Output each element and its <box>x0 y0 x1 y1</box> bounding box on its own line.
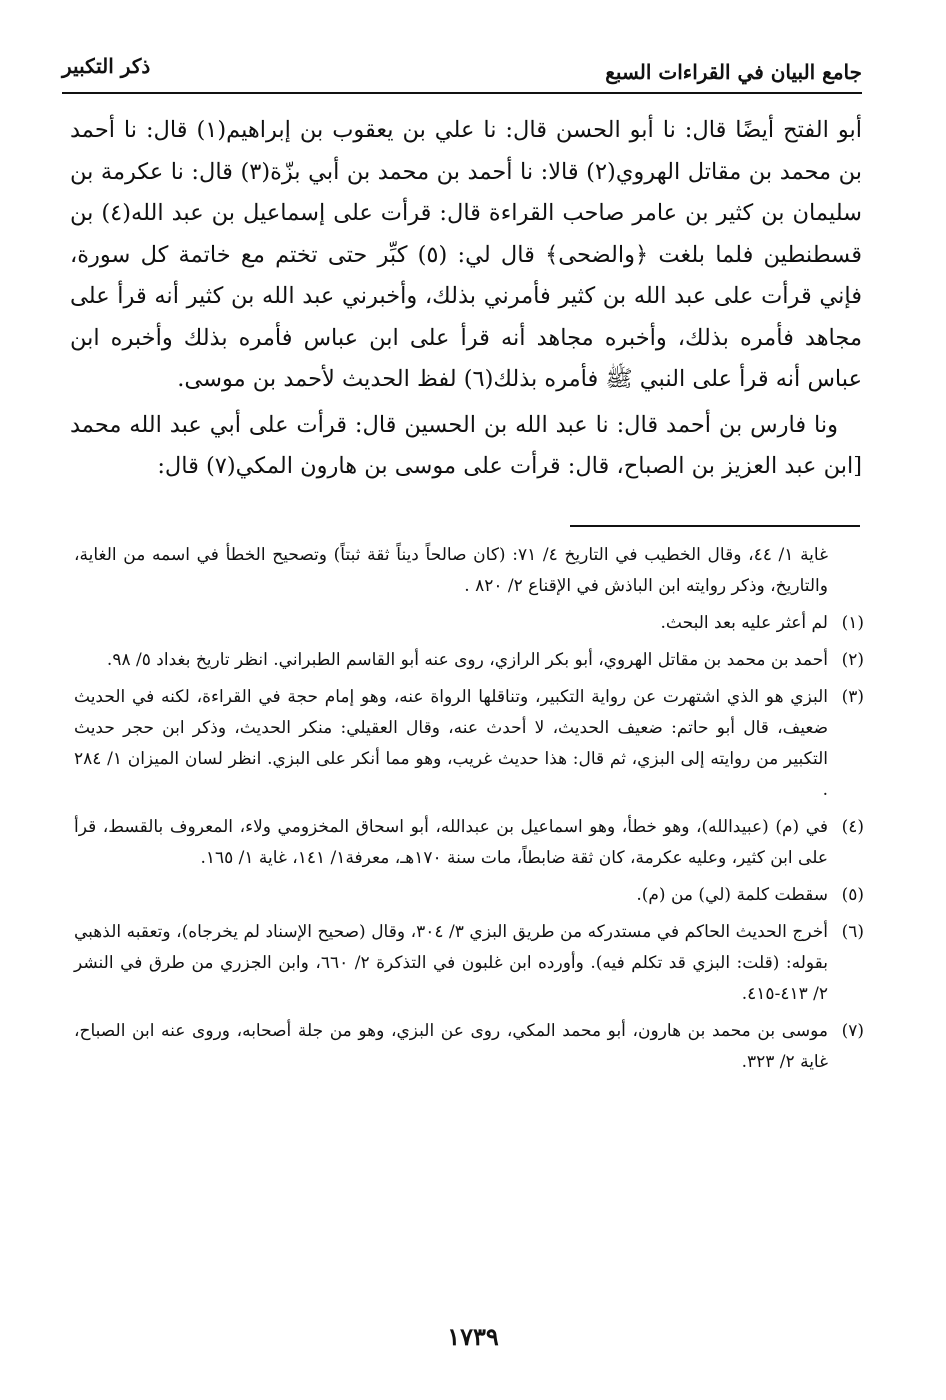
footnote-number: (٦) <box>841 922 864 942</box>
footnote-text: أخرج الحديث الحاكم في مستدركه من طريق البزي ٣/ ٣٠٤، وقال (صحيح الإسناد لم يخرجاه)، وتعقبه الذهبي بقوله: (قلت: البزي قد تكلم فيه). وأورده ابن غلبون في التذكرة ٢/ ٦٦٠، وابن الجزري من طرق في النشر ٢/ ٤١٣-٤١٥. <box>74 922 828 1004</box>
footnote-1 <box>74 608 864 639</box>
footnote-7 <box>74 1016 864 1078</box>
footnote-text: سقطت كلمة (لي) من (م). <box>636 885 828 905</box>
main-paragraph-1: أبو الفتح أيضًا قال: نا أبو الحسن قال: نا علي بن يعقوب بن إبراهيم(١) قال: نا أحمد بن محمد بن مقاتل الهروي(٢) قالا: نا أحمد بن محمد بن أبي بزّة(٣) قال: نا عكرمة بن سليمان بن كثير بن عامر صاحب القراءة قال: قرأت على إسماعيل بن عبد الله(٤) بن قسطنطين فلما بلغت ﴿والضحى﴾ قال لي: (٥) كبِّر حتى تختم مع خاتمة كل سورة، فإني قرأت على عبد الله بن كثير فأمرني بذلك، وأخبرني عبد الله بن كثير أنه قرأ على مجاهد فأمره بذلك، وأخبره مجاهد أنه قرأ على ابن عباس فأمره بذلك وأخبره ابن عباس أنه قرأ على النبي ﷺ فأمره بذلك(٦) لفظ الحديث لأحمد بن موسى. <box>70 117 862 392</box>
footnote-number: (٤) <box>841 817 864 837</box>
main-paragraph-2: ونا فارس بن أحمد قال: نا عبد الله بن الحسين قال: قرأت على أبي عبد الله محمد [ابن عبد العزيز بن الصباح، قال: قرأت على موسى بن هارون المكي(٧) قال: <box>70 411 862 479</box>
footnote-3 <box>74 682 864 806</box>
page-number: ١٧٣٩ <box>447 1322 499 1351</box>
running-header <box>62 52 862 94</box>
footnote-2 <box>74 645 864 676</box>
book-title: جامع البيان في القراءات السبع <box>605 60 862 84</box>
footnote-divider <box>570 525 860 527</box>
footnote-number: (٥) <box>841 885 864 905</box>
footnote-4 <box>74 812 864 874</box>
section-title: ذكر التكبير <box>62 54 151 78</box>
footnotes <box>74 540 864 1084</box>
footnote-number: (٧) <box>841 1021 864 1041</box>
footnote-number: (٣) <box>841 687 864 707</box>
footnote-text: أحمد بن محمد بن مقاتل الهروي، أبو بكر الرازي، روى عنه أبو القاسم الطبراني. انظر تاريخ بغداد ٥/ ٩٨. <box>106 650 828 670</box>
main-text <box>70 110 862 488</box>
footnote-continuation: غاية ١/ ٤٤، وقال الخطيب في التاريخ ٤/ ٧١: (كان صالحاً ديناً ثقة ثبتاً) وتصحيح الخطأ في اسمه من الغاية، والتاريخ، وذكر روايته ابن الباذش في الإقناع ٢/ ٨٢٠ . <box>74 545 828 596</box>
footnote-text: في (م) (عبيدالله)، وهو خطأ، وهو اسماعيل بن عبدالله، أبو اسحاق المخزومي ولاء، المعروف بالقسط، قرأ على ابن كثير، وعليه عكرمة، كان ثقة ضابطاً، مات سنة ١٧٠هـ، معرفة١/ ١٤١، غاية ١/ ١٦٥. <box>74 817 828 868</box>
footnote-number: (١) <box>841 613 864 633</box>
footnote-text: موسى بن محمد بن هارون، أبو محمد المكي، روى عن البزي، وهو من جلة أصحابه، وروى عنه ابن الصباح، غاية ٢/ ٣٢٣. <box>74 1021 828 1072</box>
footnote-text: البزي هو الذي اشتهرت عن رواية التكبير، وتناقلها الرواة عنه، وهو إمام حجة في القراءة، لكنه في الحديث ضعيف، قال أبو حاتم: ضعيف الحديث، لا أحدث عنه، وقال العقيلي: منكر الحديث، وذكر ابن حجر حديث التكبير من روايته إلى البزي، ثم قال: هذا حديث غريب، وهو مما أنكر على البزي. انظر لسان الميزان ١/ ٢٨٤ . <box>74 687 828 800</box>
footnote-5 <box>74 880 864 911</box>
footnote-6 <box>74 917 864 1010</box>
footnote-text: لم أعثر عليه بعد البحث. <box>660 613 828 633</box>
footnote-number: (٢) <box>841 650 864 670</box>
